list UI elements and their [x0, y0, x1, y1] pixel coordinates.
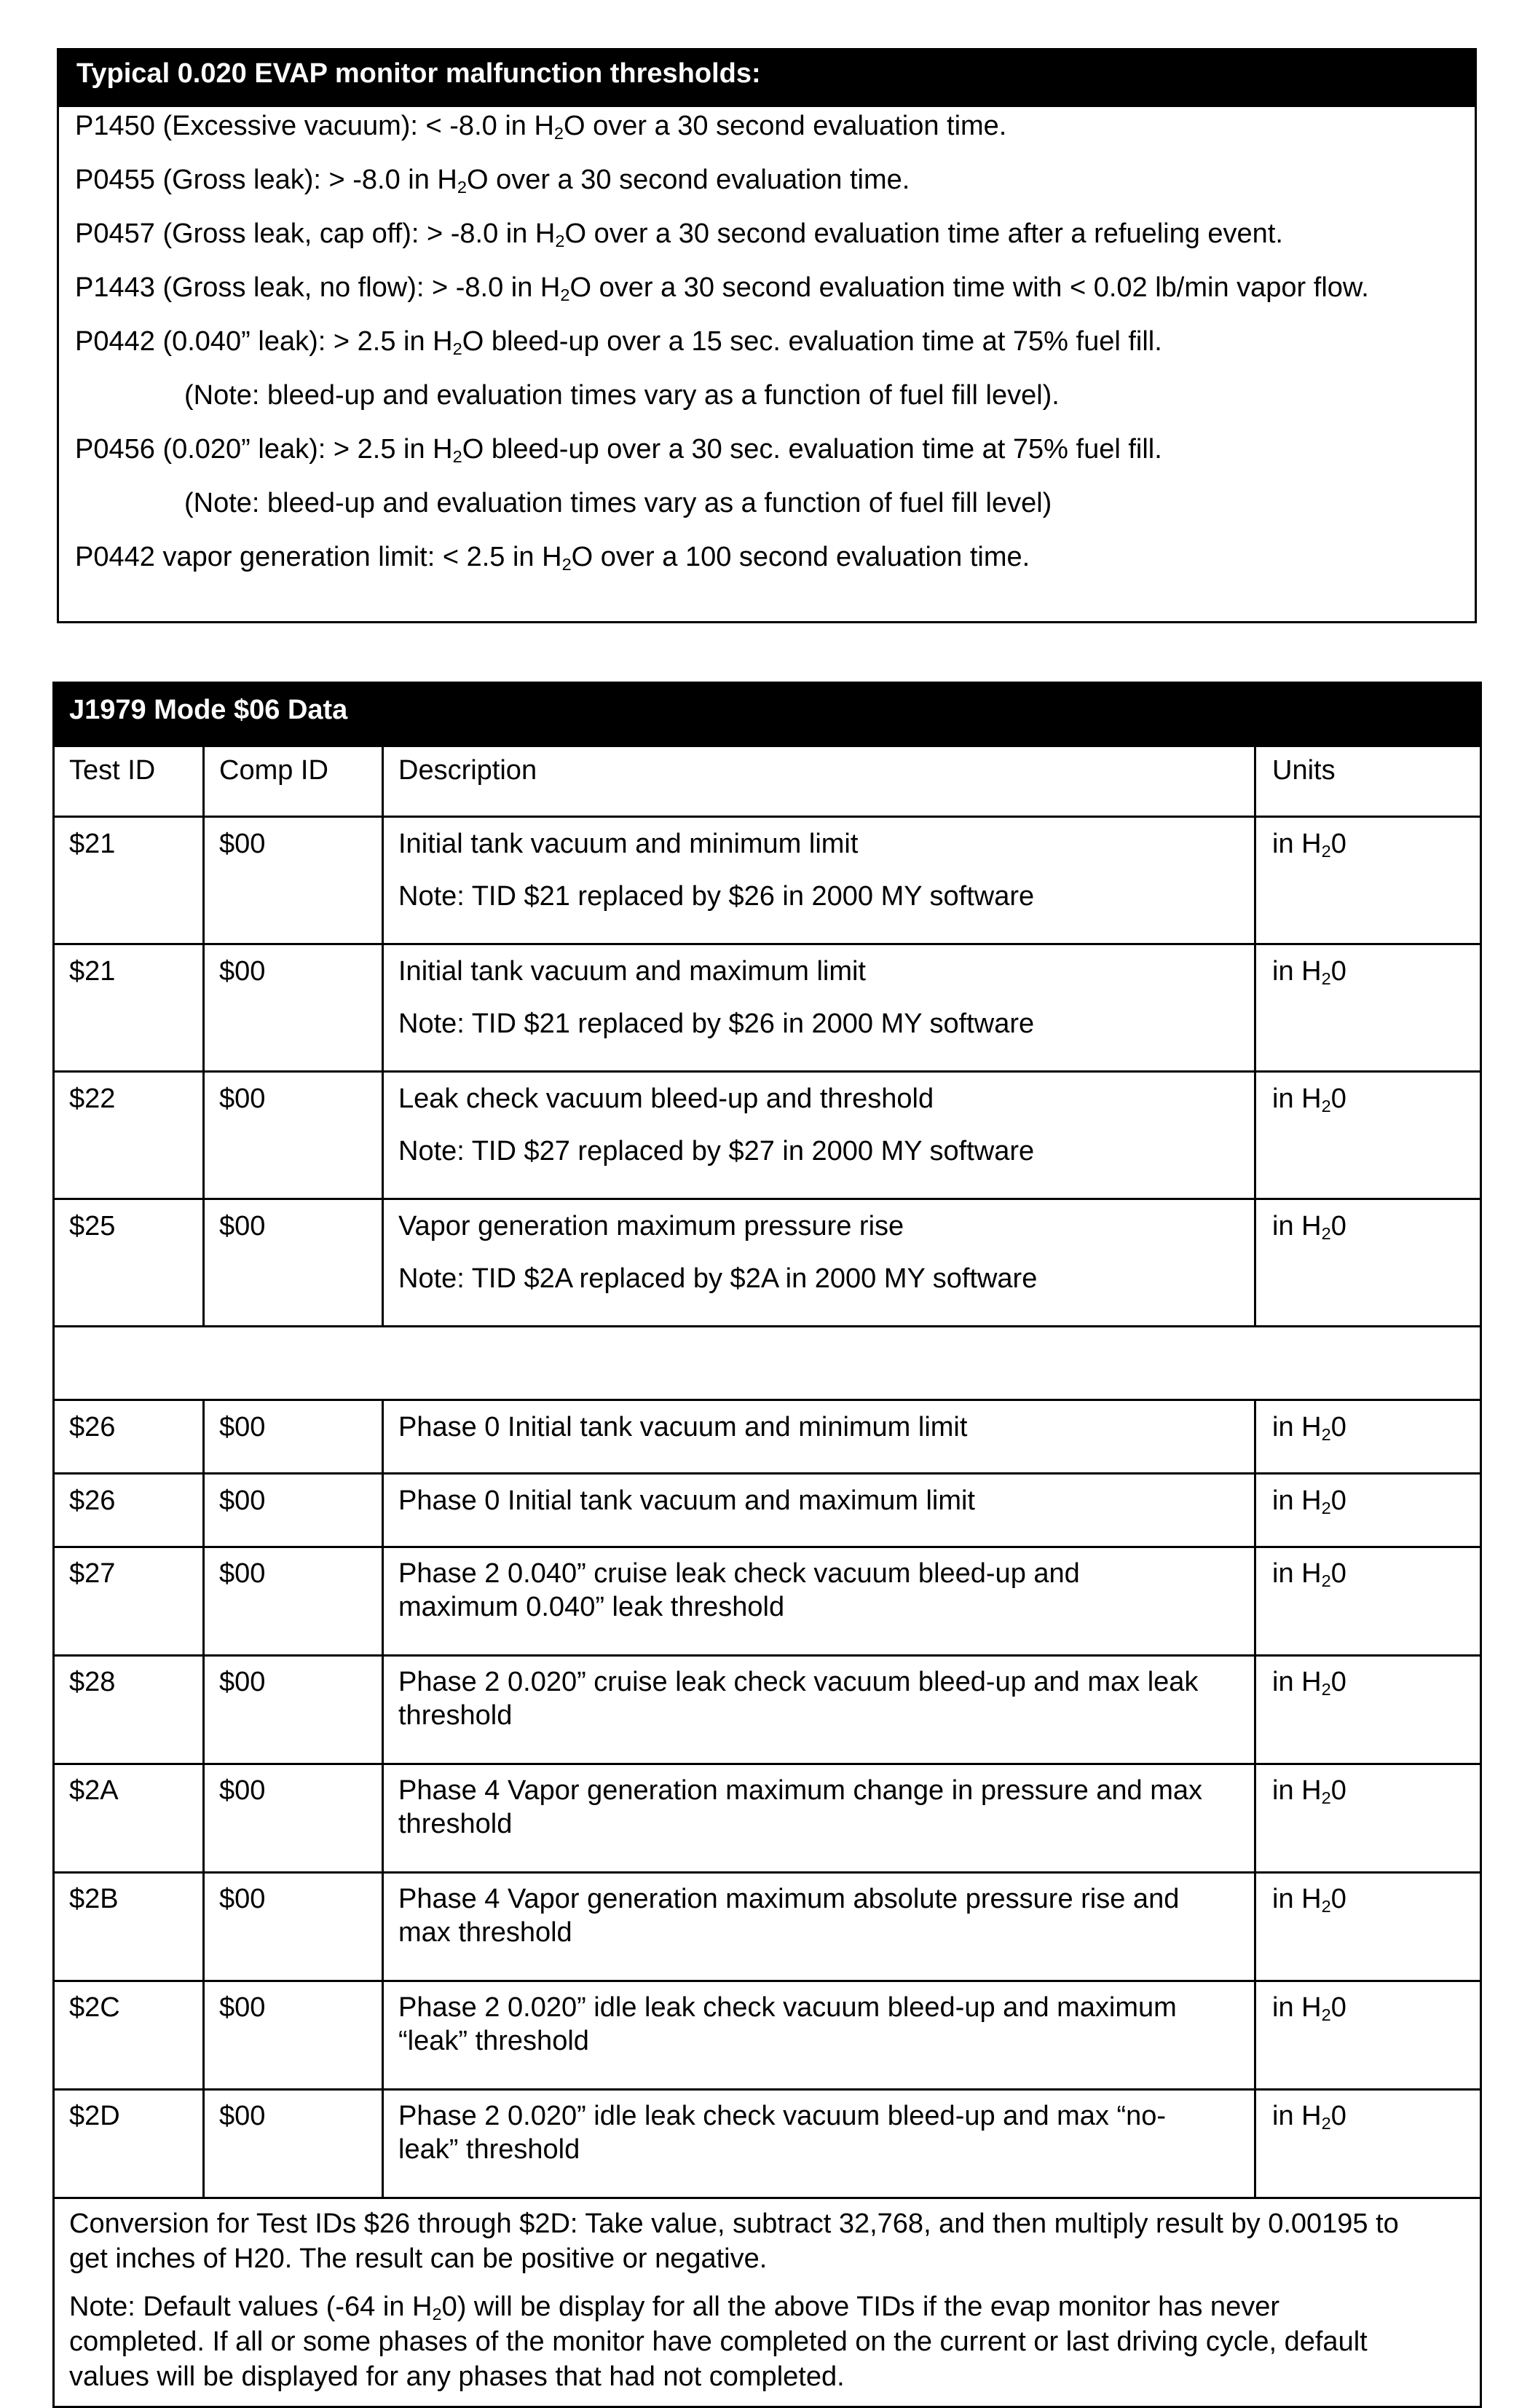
comp-id: $00: [204, 1474, 383, 1547]
description: Initial tank vacuum and minimum limit Note: TID $21 replaced by $26 in 2000 MY software: [383, 817, 1255, 944]
test-id: $25: [54, 1199, 204, 1327]
threshold-line: P0456 (0.020” leak): > 2.5 in $H_2O$ bleed-up over a 30 sec. evaluation time at 75% fuel fill.: [75, 434, 1162, 466]
threshold-note: (Note: bleed-up and evaluation times vary as a function of fuel fill level): [184, 488, 1052, 518]
description: Leak check vacuum bleed-up and threshold Note: TID $27 replaced by $27 in 2000 MY software: [383, 1072, 1255, 1199]
description: Phase 2 0.020” idle leak check vacuum bleed-up and maximum “leak” threshold: [383, 1981, 1255, 2090]
description: Phase 2 0.020” cruise leak check vacuum bleed-up and max leak threshold: [383, 1656, 1255, 1764]
col-header-units: Units: [1255, 746, 1481, 817]
test-id: $2D: [54, 2090, 204, 2198]
table-row: [54, 2090, 1481, 2198]
comp-id: $00: [204, 1764, 383, 1873]
description: Phase 2 0.040” cruise leak check vacuum bleed-up and maximum 0.040” leak threshold: [383, 1547, 1255, 1656]
row-note: Note: TID $21 replaced by $26 in 2000 MY software: [398, 1008, 1035, 1039]
description: Phase 4 Vapor generation maximum absolute pressure rise and max threshold: [383, 1873, 1255, 1981]
thresholds-title: Typical 0.020 EVAP monitor malfunction thresholds:: [59, 50, 1475, 107]
threshold-line: P0455 (Gross leak): > -8.0 in $H_2O$ over a 30 second evaluation time.: [75, 165, 910, 197]
test-id: $28: [54, 1656, 204, 1764]
test-id: $26: [54, 1474, 204, 1547]
comp-id: $00: [204, 817, 383, 944]
table-row: [54, 817, 1481, 944]
comp-id: $00: [204, 1072, 383, 1199]
comp-id: $00: [204, 1199, 383, 1327]
threshold-line: P1450 (Excessive vacuum): < -8.0 in $H_2O$ over a 30 second evaluation time.: [75, 111, 1007, 143]
comp-id: $00: [204, 1873, 383, 1981]
description: Initial tank vacuum and maximum limit Note: TID $21 replaced by $26 in 2000 MY software: [383, 944, 1255, 1072]
units: in $H_20$: [1255, 1981, 1481, 2090]
description: Phase 4 Vapor generation maximum change in pressure and max threshold: [383, 1764, 1255, 1873]
col-header-description: Description: [383, 746, 1255, 817]
units: in $H_20$: [1255, 817, 1481, 944]
test-id: $2A: [54, 1764, 204, 1873]
table-row: [54, 1981, 1481, 2090]
units: in $H_20$: [1255, 1199, 1481, 1327]
test-id: $21: [54, 817, 204, 944]
test-id: $2B: [54, 1873, 204, 1981]
comp-id: $00: [204, 1656, 383, 1764]
test-id: $27: [54, 1547, 204, 1656]
table-row: [54, 1656, 1481, 1764]
mode06-table: [52, 682, 1482, 2408]
test-id: $2C: [54, 1981, 204, 2090]
table-row: [54, 1072, 1481, 1199]
footer-notes: [54, 2198, 1481, 2407]
table-row: [54, 1547, 1481, 1656]
units: in $H_20$: [1255, 1474, 1481, 1547]
comp-id: $00: [204, 1400, 383, 1474]
footer-row: [54, 2198, 1481, 2407]
comp-id: $00: [204, 1547, 383, 1656]
units: in $H_20$: [1255, 1547, 1481, 1656]
column-header-row: [54, 746, 1481, 817]
threshold-note: (Note: bleed-up and evaluation times vary as a function of fuel fill level).: [184, 380, 1060, 411]
default-values-note: Note: Default values (-64 in $H_20$) will be display for all the above TIDs if the evap monitor has never completed. If all or some phases of the monitor have completed on the current or last driving cycle, default values will be displayed for any phases that had not completed.: [69, 2291, 1368, 2392]
col-header-comp-id: Comp ID: [204, 746, 383, 817]
table-title-row: [54, 683, 1481, 746]
test-id: $22: [54, 1072, 204, 1199]
table-row: [54, 1474, 1481, 1547]
units: in $H_20$: [1255, 1400, 1481, 1474]
threshold-line: P0457 (Gross leak, cap off): > -8.0 in $H_2O$ over a 30 second evaluation time after a refueling event.: [75, 218, 1283, 250]
table-row: [54, 1764, 1481, 1873]
test-id: $21: [54, 944, 204, 1072]
description: Phase 0 Initial tank vacuum and minimum limit: [383, 1400, 1255, 1474]
units: in $H_20$: [1255, 1764, 1481, 1873]
units: in $H_20$: [1255, 944, 1481, 1072]
units: in $H_20$: [1255, 1072, 1481, 1199]
comp-id: $00: [204, 944, 383, 1072]
threshold-line: P1443 (Gross leak, no flow): > -8.0 in $H_2O$ over a 30 second evaluation time with < 0.02 lb/min vapor flow.: [75, 272, 1369, 304]
units: in $H_20$: [1255, 1873, 1481, 1981]
units: in $H_20$: [1255, 2090, 1481, 2198]
table-row: [54, 1199, 1481, 1327]
table-row: [54, 1400, 1481, 1474]
thresholds-box: [57, 48, 1477, 623]
table-row: [54, 944, 1481, 1072]
row-note: Note: TID $2A replaced by $2A in 2000 MY software: [398, 1263, 1038, 1294]
test-id: $26: [54, 1400, 204, 1474]
row-note: Note: TID $21 replaced by $26 in 2000 MY software: [398, 881, 1035, 912]
threshold-line: P0442 vapor generation limit: < 2.5 in $H_2O$ over a 100 second evaluation time.: [75, 542, 1030, 574]
comp-id: $00: [204, 1981, 383, 2090]
description: Phase 2 0.020” idle leak check vacuum bleed-up and max “no- leak” threshold: [383, 2090, 1255, 2198]
description: Vapor generation maximum pressure rise Note: TID $2A replaced by $2A in 2000 MY software: [383, 1199, 1255, 1327]
blank-cell: [54, 1327, 1481, 1400]
row-note: Note: TID $27 replaced by $27 in 2000 MY software: [398, 1136, 1035, 1167]
threshold-line: P0442 (0.040” leak): > 2.5 in $H_2O$ bleed-up over a 15 sec. evaluation time at 75% fuel fill.: [75, 326, 1162, 358]
separator-row: [54, 1327, 1481, 1400]
conversion-note: Conversion for Test IDs $26 through $2D: Take value, subtract 32,768, and then multiply result by 0.00195 to get inches of H20. The result can be positive or negative.: [69, 2208, 1399, 2274]
comp-id: $00: [204, 2090, 383, 2198]
col-header-test-id: Test ID: [54, 746, 204, 817]
table-title: J1979 Mode $06 Data: [54, 683, 1481, 746]
units: in $H_20$: [1255, 1656, 1481, 1764]
description: Phase 0 Initial tank vacuum and maximum limit: [383, 1474, 1255, 1547]
table-row: [54, 1873, 1481, 1981]
